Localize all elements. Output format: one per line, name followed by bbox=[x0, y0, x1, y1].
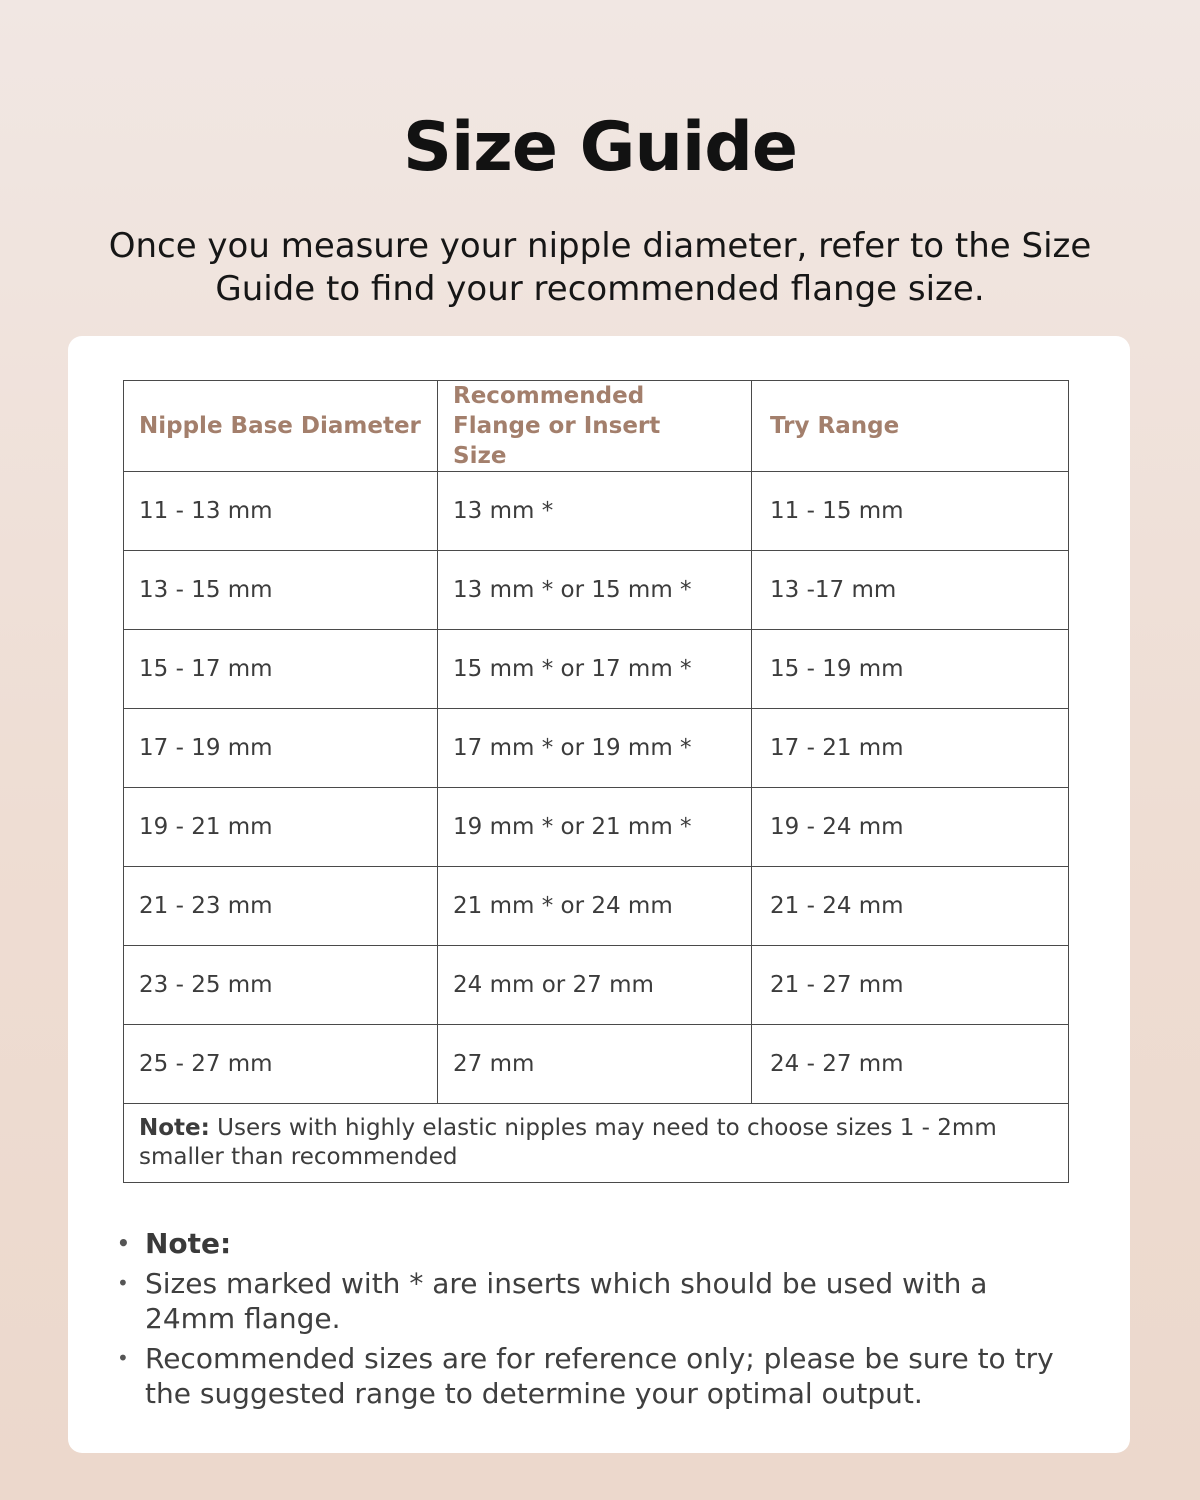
page-title: Size Guide bbox=[403, 108, 797, 187]
size-guide-card bbox=[68, 336, 1130, 1453]
table-row bbox=[124, 630, 1069, 709]
notes-heading bbox=[113, 1226, 1073, 1261]
table-cell-recommended: 13 mm * or 15 mm * bbox=[438, 551, 752, 630]
table-cell-diameter: 19 - 21 mm bbox=[124, 788, 438, 867]
table-cell-diameter: 15 - 17 mm bbox=[124, 630, 438, 709]
notes-list bbox=[113, 1226, 1073, 1416]
table-cell-diameter: 21 - 23 mm bbox=[124, 867, 438, 946]
size-table bbox=[123, 380, 1069, 1183]
table-cell-diameter: 13 - 15 mm bbox=[124, 551, 438, 630]
table-cell-recommended: 21 mm * or 24 mm bbox=[438, 867, 752, 946]
table-row bbox=[124, 788, 1069, 867]
table-cell-try-range: 24 - 27 mm bbox=[752, 1025, 1069, 1104]
table-row bbox=[124, 946, 1069, 1025]
table-cell-try-range: 15 - 19 mm bbox=[752, 630, 1069, 709]
table-cell-recommended: 13 mm * bbox=[438, 472, 752, 551]
table-cell-try-range: 17 - 21 mm bbox=[752, 709, 1069, 788]
table-cell-recommended: 15 mm * or 17 mm * bbox=[438, 630, 752, 709]
column-header-recommended-size: Recommended Flange or Insert Size bbox=[438, 381, 752, 472]
bullet-icon: • bbox=[117, 1346, 129, 1370]
table-cell-diameter: 23 - 25 mm bbox=[124, 946, 438, 1025]
list-item bbox=[113, 1266, 1073, 1336]
column-header-nipple-diameter: Nipple Base Diameter bbox=[124, 381, 438, 472]
table-note-cell bbox=[124, 1104, 1069, 1183]
table-cell-try-range: 11 - 15 mm bbox=[752, 472, 1069, 551]
list-item bbox=[113, 1341, 1073, 1411]
note-item-text: Recommended sizes are for reference only; please be sure to try the suggested range to determine your optimal output. bbox=[145, 1342, 1054, 1410]
table-cell-try-range: 21 - 27 mm bbox=[752, 946, 1069, 1025]
column-header-try-range: Try Range bbox=[752, 381, 1069, 472]
page-subtitle: Once you measure your nipple diameter, refer to the Size Guide to find your recommended flange size. bbox=[108, 226, 1092, 309]
note-item-text: Sizes marked with * are inserts which should be used with a 24mm flange. bbox=[145, 1267, 988, 1335]
table-cell-diameter: 17 - 19 mm bbox=[124, 709, 438, 788]
table-cell-recommended: 24 mm or 27 mm bbox=[438, 946, 752, 1025]
table-cell-try-range: 19 - 24 mm bbox=[752, 788, 1069, 867]
table-note-row bbox=[124, 1104, 1069, 1183]
table-row bbox=[124, 867, 1069, 946]
table-cell-recommended: 19 mm * or 21 mm * bbox=[438, 788, 752, 867]
table-cell-try-range: 21 - 24 mm bbox=[752, 867, 1069, 946]
table-cell-diameter: 25 - 27 mm bbox=[124, 1025, 438, 1104]
table-row bbox=[124, 709, 1069, 788]
bullet-icon: • bbox=[117, 1271, 129, 1295]
table-row bbox=[124, 551, 1069, 630]
table-cell-try-range: 13 -17 mm bbox=[752, 551, 1069, 630]
bullet-icon: • bbox=[117, 1231, 130, 1255]
table-cell-diameter: 11 - 13 mm bbox=[124, 472, 438, 551]
notes-heading-text: Note: bbox=[145, 1227, 232, 1260]
table-cell-recommended: 17 mm * or 19 mm * bbox=[438, 709, 752, 788]
table-header-row bbox=[124, 381, 1069, 472]
table-note-label: Note: bbox=[139, 1115, 210, 1141]
table-cell-recommended: 27 mm bbox=[438, 1025, 752, 1104]
table-row bbox=[124, 1025, 1069, 1104]
table-row bbox=[124, 472, 1069, 551]
table-note-text: Users with highly elastic nipples may need to choose sizes 1 - 2mm smaller than recommended bbox=[139, 1115, 997, 1170]
